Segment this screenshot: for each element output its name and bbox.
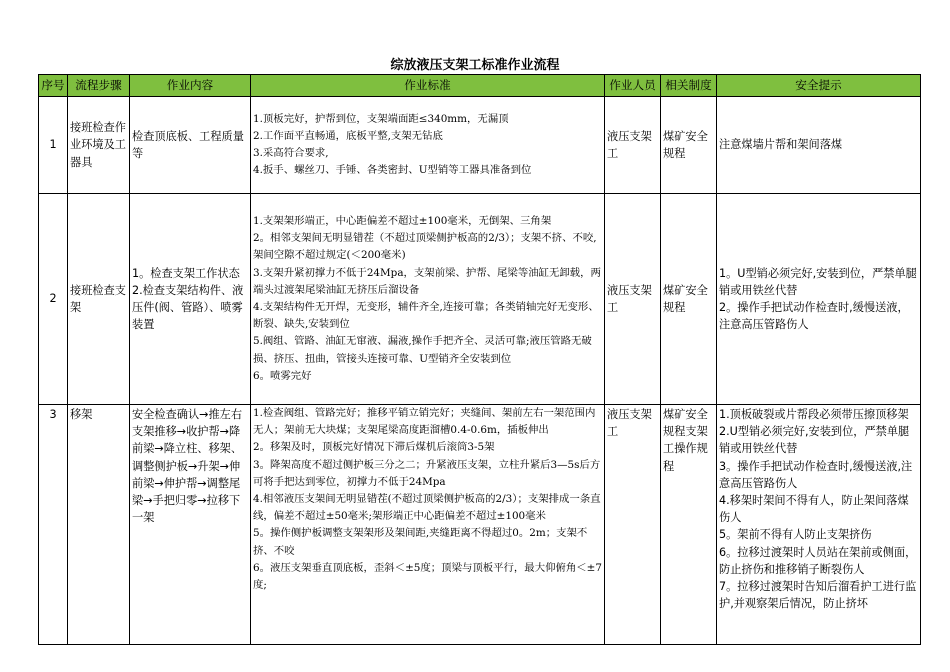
standard-line: 4.扳手、螺丝刀、手锤、各类密封、U型销等工器具准备到位	[253, 164, 532, 177]
row-worker: 液压支架工	[605, 194, 661, 405]
safety-line: 注意煤墙片帮和架间落煤	[719, 138, 843, 152]
standard-line: 6。喷雾完好	[253, 369, 312, 382]
row-number: 1	[39, 97, 68, 194]
header-worker: 作业人员	[605, 75, 661, 97]
header-step: 流程步骤	[68, 75, 130, 97]
safety-line: 6。拉移过渡架时人员站在架前或侧面，防止挤伤和推移销子断裂伤人	[719, 545, 917, 576]
row-standard	[251, 405, 605, 645]
standard-line: 4.相邻液压支架间无明显错茬(不超过顶梁侧护板高的2/3）；支架排成一条直线，偏差不超过±50毫米;架形端正中心距偏差不超过±100毫米	[253, 493, 601, 523]
content-line: 2.检查支架结构件、液压件(阀、管路）、喷雾装置	[132, 283, 244, 332]
safety-line: 7。拉移过渡架时告知后溜看护工进行监护,并观察架后情况，防止挤坏	[719, 580, 917, 611]
safety-line: 2。操作手把试动作检查时,缓慢送液，注意高压管路伤人	[719, 301, 909, 332]
row-step: 接班检查支架	[68, 194, 130, 405]
safety-line: 5。架前不得有人防止支架挤伤	[719, 528, 872, 542]
standard-line: 2.工作面平直畅通，底板平整,支架无钻底	[253, 129, 443, 142]
header-standard: 作业标准	[251, 75, 605, 97]
standard-line: 4.支架结构件无开焊，无变形，辅件齐全,连接可靠；各类销轴完好无变形、断裂、缺失,安装到位	[253, 301, 599, 331]
safety-line: 1.顶板破裂或片帮段必须带压擦顶移架	[719, 408, 909, 421]
row-worker: 液压支架工	[605, 97, 661, 194]
row-content: 安全检查确认→推左右支架推移→收护帮→降前梁→降立柱、移架、调整侧护板→升架→伸前梁→伸护帮→调整尾梁→手把归零→拉移下一架	[130, 405, 251, 645]
row-safety	[717, 405, 921, 645]
standard-line: 5.阀组、管路、油缸无窜液、漏液,操作手把齐全、灵活可靠;液压管路无破损、挤压、扭曲，管接头连接可靠、U型销齐全安装到位	[253, 335, 592, 365]
row-standard	[251, 194, 605, 405]
row-standard	[251, 97, 605, 194]
standard-line: 2。移架及时，顶板完好情况下滞后煤机后滚筒3-5架	[253, 441, 495, 454]
row-number: 3	[39, 405, 68, 645]
safety-line: 1。U型销必须完好,安装到位，严禁单腿销或用铁丝代替	[719, 266, 917, 297]
standard-line: 6。液压支架垂直顶底板，歪斜＜±5度；顶梁与顶板平行，最大仰俯角＜±7度;	[253, 561, 602, 592]
row-step: 接班检查作业环境及工器具	[68, 97, 130, 194]
table-row	[39, 97, 921, 194]
row-rules: 煤矿安全规程	[661, 194, 717, 405]
row-step: 移架	[68, 405, 130, 645]
safety-line: 2.U型销必须完好,安装到位，严禁单腿销或用铁丝代替	[719, 425, 910, 456]
row-content	[130, 194, 251, 405]
standard-line: 1.顶板完好，护帮到位，支架端面距≤340mm，无漏顶	[253, 112, 509, 125]
row-number: 2	[39, 194, 68, 405]
header-content: 作业内容	[130, 75, 251, 97]
header-no: 序号	[39, 75, 68, 97]
standard-line: 1.支架架形端正，中心距偏差不超过±100毫米，无倒架、三角架	[253, 214, 552, 227]
row-safety	[717, 194, 921, 405]
standard-line: 3.支架升紧初撑力不低于24Mpa，支架前梁、护帮、尾梁等油缸无卸载，两端头过渡架尾梁油缸无挤压后溜设备	[253, 266, 601, 296]
row-safety	[717, 97, 921, 194]
header-safety: 安全提示	[717, 75, 921, 97]
workflow-table	[38, 74, 921, 645]
row-rules: 煤矿安全规程	[661, 97, 717, 194]
header-rules: 相关制度	[661, 75, 717, 97]
row-worker: 液压支架工	[605, 405, 661, 645]
standard-line: 2。相邻支架间无明显错茬（不超过顶梁侧护板高的2/3）；支架不挤、不咬,架间空隙不超过规定(＜200毫米)	[253, 232, 597, 262]
table-row	[39, 405, 921, 645]
safety-line: 4.移架时架间不得有人，防止架间落煤伤人	[719, 494, 909, 525]
standard-line: 5。操作侧护板调整支架架形及架间距,夹缝距离不得超过0。2m；支架不挤、不咬	[253, 527, 588, 557]
content-line: 1。检查支架工作状态	[132, 266, 240, 280]
standard-line: 3.采高符合要求,	[253, 147, 329, 159]
table-row	[39, 194, 921, 405]
row-rules: 煤矿安全规程支架工操作规程	[661, 405, 717, 645]
standard-line: 1.检查阀组、管路完好；推移平销立销完好；夹缝间、架前左右一架范围内无人；架前无大块煤；支架尾梁高度距溜槽0.4-0.6m，插板伸出	[253, 407, 596, 437]
standard-line: 3。降架高度不超过侧护板三分之二；升紧液压支架，立柱升紧后3—5s后方可将手把达到零位，初撑力不低于24Mpa	[253, 458, 601, 488]
table-header-row	[39, 75, 921, 97]
row-content: 检查顶底板、工程质量等	[130, 97, 251, 194]
safety-line: 3。操作手把试动作检查时,缓慢送液,注意高压管路伤人	[719, 459, 913, 490]
page-title: 综放液压支架工标准作业流程	[390, 58, 560, 73]
